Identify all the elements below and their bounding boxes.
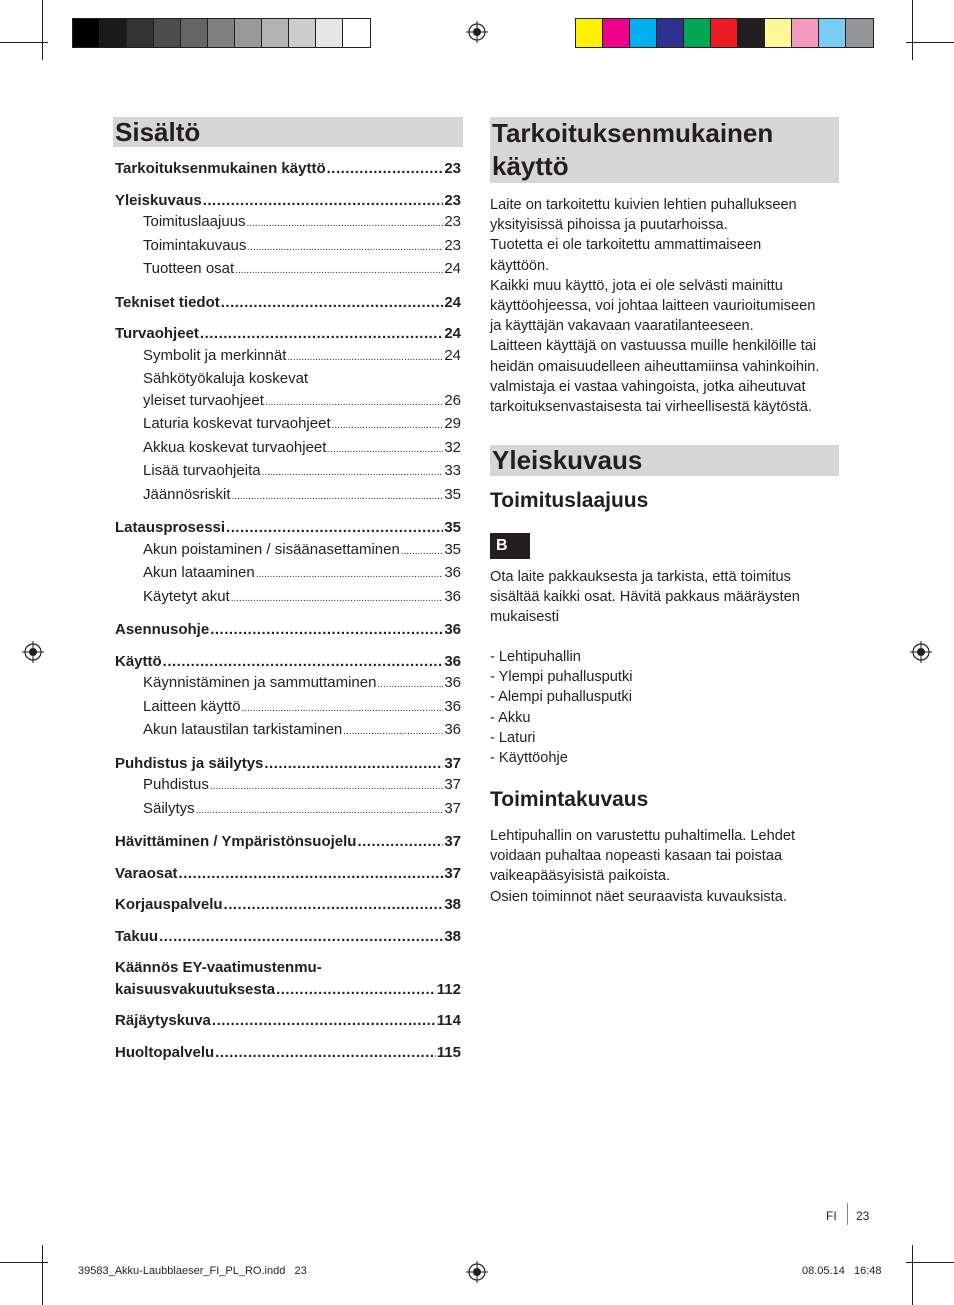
toc-entry-page: 36 <box>444 621 461 638</box>
toc-dot-leader <box>179 863 444 885</box>
toc-entry[interactable] <box>115 619 461 641</box>
color-swatch <box>235 19 262 47</box>
toc-entry-title: Säilytys <box>143 799 195 817</box>
toc-entry-page: 36 <box>444 587 461 605</box>
toc-dot-leader <box>210 619 443 641</box>
toc-group <box>115 158 461 180</box>
body-text-line: Ota laite pakkauksesta ja tarkista, että toimitus <box>490 569 791 585</box>
toc-dot-leader <box>327 437 443 461</box>
color-swatch <box>289 19 316 47</box>
page-number: 23 <box>856 1209 870 1223</box>
color-swatch <box>765 19 792 47</box>
footer-divider <box>847 1203 848 1225</box>
toc-entry-page: 33 <box>444 462 461 479</box>
function-heading: Toimintakuvaus <box>490 788 649 811</box>
color-swatch <box>846 19 873 47</box>
toc-dot-leader <box>235 258 443 282</box>
toc-entry-page: 23 <box>444 191 461 209</box>
table-of-contents <box>115 158 461 1073</box>
toc-entry-title: Huoltopalvelu <box>115 1043 215 1061</box>
toc-dot-leader <box>210 774 443 798</box>
list-item: - Laturi <box>490 729 536 746</box>
toc-group <box>115 957 461 1000</box>
body-text-line: vaikeapääsyisistä paikoista. <box>490 868 671 885</box>
toc-entry-page: 115 <box>436 1043 461 1061</box>
toc-entry-title: Korjauspalvelu <box>115 896 223 913</box>
toc-dot-leader <box>276 979 436 1001</box>
toc-entry[interactable] <box>115 368 461 390</box>
body-text-line: valmistaja ei vastaa vahingoista, jotka aiheutuvat <box>490 378 806 395</box>
toc-entry[interactable] <box>115 390 461 414</box>
toc-entry[interactable] <box>115 517 461 539</box>
toc-entry[interactable] <box>115 831 461 853</box>
toc-group <box>115 190 461 282</box>
body-text-line: Laitteen käyttäjä on vastuussa muille henkilöille tai <box>490 338 817 355</box>
toc-dot-leader <box>265 390 443 414</box>
crop-mark <box>0 42 48 43</box>
toc-entry-page: 38 <box>444 927 461 945</box>
page-language: FI <box>826 1209 837 1223</box>
toc-entry-title: Varaosat <box>115 864 178 882</box>
toc-entry-title: Laitteen käyttö <box>143 697 241 715</box>
toc-entry-title: Lisää turvaohjeita <box>143 462 261 479</box>
list-item: - Ylempi puhallusputki <box>490 669 633 686</box>
toc-entry-title: Tekniset tiedot <box>115 293 220 311</box>
toc-dot-leader <box>247 211 444 235</box>
body-text-line: käyttöohjeessa, voi johtaa laitteen vaurioitumiseen <box>490 298 816 315</box>
toc-entry-page: 37 <box>444 754 461 772</box>
toc-entry-page: 23 <box>444 213 461 230</box>
toc-dot-leader <box>231 586 444 610</box>
toc-entry-page: 37 <box>444 864 461 882</box>
intended-use-heading-line: käyttö <box>492 151 569 181</box>
toc-dot-leader <box>357 831 443 853</box>
toc-dot-leader <box>332 413 444 437</box>
toc-dot-leader <box>343 719 443 743</box>
registration-mark-icon <box>466 21 488 43</box>
toc-entry[interactable] <box>115 586 461 610</box>
toc-entry-title: Akun lataaminen <box>143 564 255 581</box>
toc-entry-title: Käytetyt akut <box>143 587 230 605</box>
toc-group <box>115 831 461 853</box>
toc-entry-title: Symbolit ja merkinnät <box>143 346 287 364</box>
toc-dot-leader <box>401 539 443 563</box>
toc-dot-leader <box>256 562 444 586</box>
toc-entry[interactable] <box>115 158 461 180</box>
list-item: - Käyttöohje <box>490 750 568 767</box>
color-swatch <box>262 19 289 47</box>
crop-mark <box>912 1245 913 1305</box>
toc-entry-page: 37 <box>444 776 461 793</box>
toc-entry-page: 36 <box>444 721 461 738</box>
toc-entry[interactable] <box>115 719 461 743</box>
toc-dot-leader <box>212 1010 436 1032</box>
toc-dot-leader <box>327 158 444 180</box>
toc-entry-title: Akun lataustilan tarkistaminen <box>143 721 343 738</box>
function-text <box>490 826 840 907</box>
toc-group <box>115 517 461 609</box>
slug-filename: 39583_Akku-Laubblaeser_FI_PL_RO.indd 23 <box>78 1265 307 1277</box>
list-item: - Alempi puhallusputki <box>490 689 632 706</box>
toc-entry-title: Käynnistäminen ja sammuttaminen <box>143 674 377 691</box>
color-swatch <box>819 19 846 47</box>
toc-entry-page: 36 <box>444 674 461 691</box>
color-swatch <box>100 19 127 47</box>
toc-group <box>115 292 461 314</box>
toc-entry-title: Käyttö <box>115 652 162 670</box>
toc-dot-leader <box>224 894 444 916</box>
toc-dot-leader <box>262 460 444 484</box>
toc-entry-title: Puhdistus <box>143 776 209 793</box>
list-item: - Akku <box>490 709 531 726</box>
toc-entry-page: 36 <box>444 564 461 581</box>
toc-entry-title: Puhdistus ja säilytys <box>115 754 264 772</box>
toc-entry-title: Asennusohje <box>115 621 210 638</box>
toc-entry-page: 37 <box>444 799 461 817</box>
crop-mark <box>912 0 913 60</box>
toc-entry-page: 24 <box>444 325 461 342</box>
toc-entry[interactable] <box>115 345 461 369</box>
toc-entry[interactable] <box>115 863 461 885</box>
toc-entry-title: Sähkötyökaluja koskevat <box>143 370 309 387</box>
toc-entry-title: Laturia koskevat turvaohjeet <box>143 415 331 432</box>
color-swatch <box>181 19 208 47</box>
toc-entry[interactable] <box>115 798 461 822</box>
toc-entry-page: 35 <box>444 540 461 558</box>
scope-heading: Toimituslaajuus <box>490 489 649 512</box>
toc-entry[interactable] <box>115 651 461 673</box>
body-text-line: mukaisesti <box>490 609 559 626</box>
toc-dot-leader <box>242 696 444 720</box>
toc-heading: Sisältö <box>113 117 463 147</box>
toc-dot-leader <box>163 651 444 673</box>
toc-entry-title: Yleiskuvaus <box>115 191 202 209</box>
color-swatch <box>73 19 100 47</box>
toc-entry[interactable] <box>115 753 461 775</box>
toc-entry-page: 24 <box>444 293 461 311</box>
body-text-line: Lehtipuhallin on varustettu puhaltimella. Lehdet <box>490 828 796 844</box>
toc-entry-title: Tarkoituksenmukainen käyttö <box>115 160 326 177</box>
scope-text <box>490 567 840 628</box>
toc-entry[interactable] <box>115 1010 461 1032</box>
color-swatch <box>316 19 343 47</box>
toc-entry[interactable] <box>115 190 461 212</box>
toc-group <box>115 863 461 885</box>
toc-entry-page: 36 <box>444 697 461 715</box>
color-swatch <box>576 19 603 47</box>
toc-entry-title: Takuu <box>115 927 159 945</box>
toc-entry-title: Räjäytyskuva <box>115 1012 211 1029</box>
toc-entry-page: 35 <box>444 519 461 536</box>
registration-mark-icon <box>910 641 932 663</box>
toc-entry[interactable] <box>115 1042 461 1064</box>
crop-mark <box>42 1245 43 1305</box>
crop-mark <box>0 1262 48 1263</box>
toc-dot-leader <box>287 345 443 369</box>
body-text-line: ja käyttäjän vakavaan vaaratilanteeseen. <box>490 318 754 335</box>
toc-entry-title: kaisuusvakuutuksesta <box>115 980 276 998</box>
toc-dot-leader <box>247 235 443 259</box>
toc-entry-title: Jäännösriskit <box>143 485 231 503</box>
toc-group <box>115 753 461 822</box>
body-text-line: Tuotetta ei ole tarkoitettu ammattimaiseen <box>490 237 762 254</box>
body-text-line: yksityisissä pihoissa ja puutarhoissa. <box>490 217 728 234</box>
toc-entry[interactable] <box>115 562 461 586</box>
toc-entry-title: Toimintakuvaus <box>143 236 247 254</box>
toc-group <box>115 619 461 641</box>
toc-entry[interactable] <box>115 926 461 948</box>
toc-entry-page: 26 <box>444 391 461 409</box>
color-swatch <box>208 19 235 47</box>
color-swatch <box>127 19 154 47</box>
toc-entry[interactable] <box>115 323 461 345</box>
toc-entry[interactable] <box>115 235 461 259</box>
toc-group <box>115 651 461 743</box>
toc-entry-page: 37 <box>444 833 461 850</box>
toc-dot-leader <box>221 292 444 314</box>
toc-dot-leader <box>264 753 443 775</box>
toc-dot-leader <box>215 1042 436 1064</box>
toc-entry[interactable] <box>115 774 461 798</box>
body-text-line: käyttöön. <box>490 257 550 274</box>
toc-group <box>115 926 461 948</box>
toc-entry[interactable] <box>115 979 461 1001</box>
gray-ramp-colorbar <box>72 18 371 48</box>
color-swatch <box>657 19 684 47</box>
process-colorbar <box>575 18 874 48</box>
crop-mark <box>42 0 43 60</box>
toc-group <box>115 323 461 507</box>
overview-heading: Yleiskuvaus <box>490 445 839 476</box>
color-swatch <box>630 19 657 47</box>
toc-dot-leader <box>196 798 444 822</box>
toc-entry[interactable] <box>115 484 461 508</box>
toc-entry-page: 112 <box>436 980 461 998</box>
toc-group <box>115 1010 461 1032</box>
toc-dot-leader <box>203 190 444 212</box>
toc-entry-page: 29 <box>444 415 461 432</box>
color-swatch <box>738 19 765 47</box>
toc-entry-page: 23 <box>444 236 461 254</box>
toc-entry-page: 23 <box>444 160 461 177</box>
toc-entry-page: 38 <box>444 896 461 913</box>
crop-mark <box>906 42 954 43</box>
toc-entry-title: Latausprosessi <box>115 519 226 536</box>
color-swatch <box>711 19 738 47</box>
registration-mark-icon <box>22 641 44 663</box>
toc-entry[interactable] <box>115 957 461 979</box>
toc-entry[interactable] <box>115 258 461 282</box>
color-swatch <box>684 19 711 47</box>
intended-use-text <box>490 195 840 417</box>
toc-entry-page: 24 <box>444 260 461 277</box>
body-text-line: Kaikki muu käyttö, jota ei ole selvästi mainittu <box>490 277 783 294</box>
color-swatch <box>792 19 819 47</box>
toc-entry[interactable] <box>115 894 461 916</box>
toc-dot-leader <box>377 672 443 696</box>
toc-entry[interactable] <box>115 413 461 437</box>
body-text-line: tarkoituksenvastaisesta tai virheellisestä käytöstä. <box>490 399 813 416</box>
toc-dot-leader <box>200 323 443 345</box>
list-item: - Lehtipuhallin <box>490 649 581 665</box>
toc-entry-page: 114 <box>436 1012 461 1029</box>
toc-entry-page: 32 <box>444 438 461 456</box>
scope-items-list <box>490 647 840 768</box>
crop-mark <box>906 1262 954 1263</box>
toc-entry-title: Käännös EY-vaatimustenmu- <box>115 959 322 976</box>
toc-entry-title: Turvaohjeet <box>115 325 199 342</box>
intended-use-heading <box>490 117 839 183</box>
toc-group <box>115 1042 461 1064</box>
body-text-line: sisältää kaikki osat. Hävitä pakkaus määräysten <box>490 589 800 606</box>
toc-entry-page: 36 <box>444 652 461 670</box>
toc-entry[interactable] <box>115 211 461 235</box>
body-text-line: voidaan puhaltaa nopeasti kasaan tai poistaa <box>490 848 783 865</box>
toc-entry[interactable] <box>115 292 461 314</box>
toc-entry-title: Akun poistaminen / sisäänasettaminen <box>143 540 400 558</box>
toc-dot-leader <box>232 484 444 508</box>
body-text-line: Laite on tarkoitettu kuivien lehtien puhallukseen <box>490 197 797 213</box>
body-text-line: heidän omaisuudelleen aiheuttamiinsa vahinkoihin. <box>490 358 820 375</box>
registration-mark-icon <box>466 1261 488 1283</box>
toc-dot-leader <box>159 926 443 948</box>
body-text-line: Osien toiminnot näet seuraavista kuvauksista. <box>490 888 787 905</box>
toc-entry-page: 24 <box>444 346 461 364</box>
color-swatch <box>603 19 630 47</box>
toc-dot-leader <box>226 517 443 539</box>
toc-entry-title: yleiset turvaohjeet <box>143 391 264 409</box>
toc-entry-title: Akkua koskevat turvaohjeet <box>143 438 327 456</box>
color-swatch <box>154 19 181 47</box>
toc-entry-title: Tuotteen osat <box>143 260 235 277</box>
toc-entry[interactable] <box>115 696 461 720</box>
intended-use-heading-line: Tarkoituksenmukainen <box>492 118 774 148</box>
figure-badge: B <box>490 533 530 559</box>
toc-entry[interactable] <box>115 539 461 563</box>
toc-entry-page: 35 <box>444 485 461 503</box>
toc-entry-title: Hävittäminen / Ympäristönsuojelu <box>115 833 357 850</box>
toc-entry[interactable] <box>115 460 461 484</box>
toc-entry[interactable] <box>115 672 461 696</box>
toc-entry[interactable] <box>115 437 461 461</box>
slug-date: 08.05.14 16:48 <box>802 1265 882 1277</box>
toc-entry-title: Toimituslaajuus <box>143 213 246 230</box>
toc-group <box>115 894 461 916</box>
color-swatch <box>343 19 370 47</box>
